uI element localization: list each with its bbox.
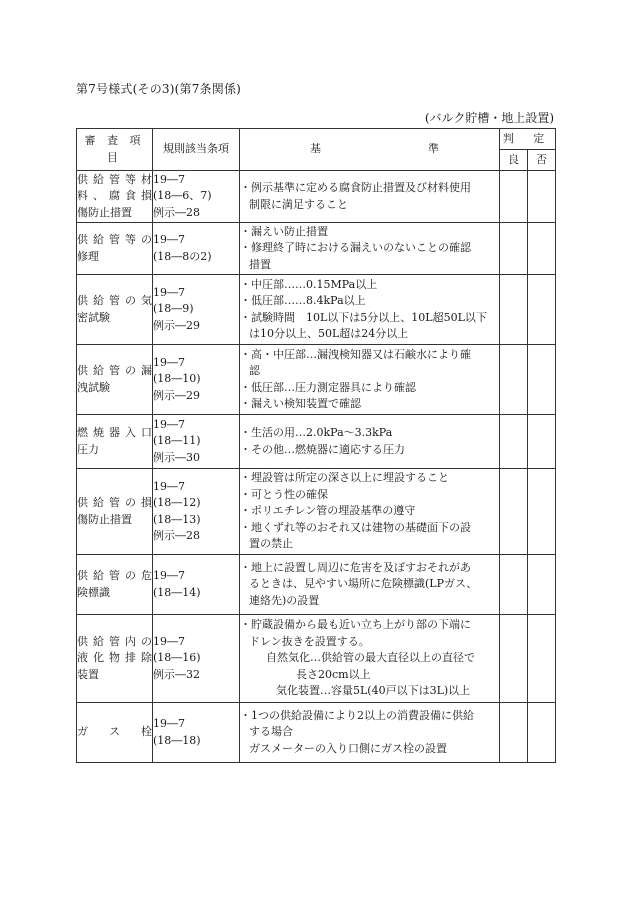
basis-line bbox=[240, 347, 499, 364]
basis-text: 長さ20cm以上 bbox=[296, 667, 371, 681]
rule-line: (18―14) bbox=[153, 585, 201, 599]
item-line: 供給管等材 bbox=[77, 172, 152, 186]
judgment-ng-cell[interactable] bbox=[528, 275, 556, 345]
basis-line bbox=[240, 470, 499, 487]
item-line: 傷防止措置 bbox=[77, 205, 132, 219]
rule-line: 19―7 bbox=[153, 355, 185, 369]
judgment-ng-cell[interactable] bbox=[528, 223, 556, 275]
item-cell bbox=[77, 703, 153, 763]
judgment-ng-cell[interactable] bbox=[528, 171, 556, 223]
basis-text: 中圧部……0.15MPa以上 bbox=[251, 277, 378, 291]
basis-line bbox=[240, 380, 499, 397]
rule-line: 19―7 bbox=[153, 479, 185, 493]
basis-line bbox=[240, 257, 499, 274]
basis-text: する場合 bbox=[249, 725, 293, 739]
basis-line bbox=[240, 667, 499, 684]
item-cell bbox=[77, 345, 153, 415]
item-cell bbox=[77, 171, 153, 223]
table-row bbox=[77, 469, 556, 555]
rule-line: 19―7 bbox=[153, 569, 185, 582]
rule-line: 例示―32 bbox=[153, 667, 200, 681]
bullet-mark: ・ bbox=[240, 708, 251, 722]
table-row bbox=[77, 223, 556, 275]
item-cell bbox=[77, 615, 153, 703]
basis-line bbox=[240, 425, 499, 442]
item-line: 傷防止措置 bbox=[77, 512, 132, 526]
rule-line: (18―6、7) bbox=[153, 189, 212, 203]
bullet-mark: ・ bbox=[240, 471, 251, 485]
header-judgment: 判 定 bbox=[500, 129, 556, 150]
basis-cell bbox=[240, 703, 500, 763]
rule-line: (18―13) bbox=[153, 512, 201, 526]
item-line: 供給管の漏 bbox=[77, 364, 152, 377]
bullet-mark: ・ bbox=[240, 504, 251, 518]
judgment-ng-cell[interactable] bbox=[528, 415, 556, 469]
item-line: 供給管の損 bbox=[77, 496, 152, 509]
bullet-mark: ・ bbox=[240, 181, 251, 194]
basis-line bbox=[240, 197, 499, 214]
item-line: 供給管の気 bbox=[77, 294, 152, 307]
basis-text: 認 bbox=[249, 364, 260, 377]
item-line: 燃焼器入口 bbox=[77, 426, 152, 439]
basis-text: 自然気化…供給管の最大直径以上の直径で bbox=[266, 651, 475, 665]
item-line: 洩試験 bbox=[77, 380, 110, 394]
basis-text: 連絡先)の設置 bbox=[249, 593, 320, 607]
judgment-ok-cell[interactable] bbox=[500, 345, 528, 415]
table-row bbox=[77, 555, 556, 615]
item-cell bbox=[77, 555, 153, 615]
item-line: 液化物排除 bbox=[77, 651, 152, 665]
basis-line bbox=[240, 536, 499, 553]
item-line: 装置 bbox=[77, 667, 99, 681]
rule-line: 19―7 bbox=[153, 417, 185, 431]
basis-text: 漏えい検知装置で確認 bbox=[251, 397, 361, 410]
basis-text: 措置 bbox=[249, 257, 271, 271]
basis-line bbox=[240, 576, 499, 593]
item-line: 険標識 bbox=[77, 585, 110, 599]
rule-line: 例示―30 bbox=[153, 450, 200, 464]
judgment-ok-cell[interactable] bbox=[500, 555, 528, 615]
rule-cell bbox=[153, 469, 240, 555]
rule-cell bbox=[153, 615, 240, 703]
basis-text: 漏えい防止措置 bbox=[251, 224, 328, 238]
bullet-mark: ・ bbox=[240, 380, 251, 394]
basis-line bbox=[240, 617, 499, 634]
inspection-table bbox=[76, 128, 556, 763]
basis-text: 気化装置…容量5L(40戸以下は3L)以上 bbox=[276, 684, 471, 698]
rule-line: (18―10) bbox=[153, 372, 201, 386]
bullet-mark: ・ bbox=[240, 347, 251, 361]
basis-cell bbox=[240, 555, 500, 615]
item-line: 圧力 bbox=[77, 442, 99, 456]
rule-line: (18―16) bbox=[153, 651, 201, 665]
judgment-ng-cell[interactable] bbox=[528, 615, 556, 703]
basis-text: 修理終了時における漏えいのないことの確認 bbox=[251, 241, 471, 255]
rule-line: 例示―28 bbox=[153, 205, 200, 219]
header-item: 審 査 項 目 bbox=[77, 129, 153, 171]
judgment-ok-cell[interactable] bbox=[500, 703, 528, 763]
bullet-mark: ・ bbox=[240, 487, 251, 501]
basis-line bbox=[240, 180, 499, 197]
basis-line bbox=[240, 724, 499, 741]
basis-cell bbox=[240, 615, 500, 703]
basis-text: 置の禁止 bbox=[249, 537, 293, 551]
table-row bbox=[77, 415, 556, 469]
rule-cell bbox=[153, 555, 240, 615]
rule-line: (18―12) bbox=[153, 496, 201, 509]
basis-line bbox=[240, 560, 499, 577]
item-line: 供給管の危 bbox=[77, 569, 152, 582]
table-body bbox=[77, 171, 556, 763]
item-cell bbox=[77, 275, 153, 345]
header-ng: 否 bbox=[528, 150, 556, 171]
basis-cell bbox=[240, 469, 500, 555]
judgment-ok-cell[interactable] bbox=[500, 223, 528, 275]
basis-line bbox=[240, 683, 499, 700]
basis-line bbox=[240, 240, 499, 257]
basis-text: ドレン抜きを設置する。 bbox=[249, 634, 370, 648]
bullet-mark: ・ bbox=[240, 618, 251, 632]
rule-cell bbox=[153, 703, 240, 763]
judgment-ok-cell[interactable] bbox=[500, 615, 528, 703]
judgment-ok-cell[interactable] bbox=[500, 415, 528, 469]
header-basis-left: 基 bbox=[310, 142, 321, 156]
rule-line: 19―7 bbox=[153, 717, 185, 730]
basis-text: 地くずれ等のおそれ又は建物の基礎面下の設 bbox=[251, 520, 471, 534]
item-line: 料、腐食損 bbox=[77, 189, 152, 203]
basis-line bbox=[240, 224, 499, 241]
rule-line: 19―7 bbox=[153, 172, 185, 186]
basis-text: 生活の用…2.0kPa～3.3kPa bbox=[251, 426, 393, 439]
rule-cell bbox=[153, 345, 240, 415]
bullet-mark: ・ bbox=[240, 560, 251, 574]
basis-line bbox=[240, 487, 499, 504]
judgment-ng-cell[interactable] bbox=[528, 703, 556, 763]
table-row bbox=[77, 171, 556, 223]
item-line: ガ ス 栓 bbox=[77, 725, 152, 739]
rule-line: 例示―29 bbox=[153, 388, 200, 402]
bullet-mark: ・ bbox=[240, 277, 251, 291]
item-line: 供給管内の bbox=[77, 634, 152, 648]
bullet-mark: ・ bbox=[240, 426, 251, 439]
judgment-ng-cell[interactable] bbox=[528, 469, 556, 555]
bullet-mark: ・ bbox=[240, 241, 251, 255]
item-line: 供給管等の bbox=[77, 233, 152, 246]
basis-line bbox=[240, 741, 499, 758]
table-row bbox=[77, 703, 556, 763]
basis-line bbox=[240, 520, 499, 537]
rule-line: 例示―28 bbox=[153, 529, 200, 542]
bullet-mark: ・ bbox=[240, 224, 251, 238]
basis-line bbox=[240, 293, 499, 310]
basis-text: ポリエチレン管の埋設基準の遵守 bbox=[251, 504, 416, 518]
rule-line: (18―11) bbox=[153, 434, 201, 448]
rule-cell bbox=[153, 275, 240, 345]
basis-text: 試験時間 10L以下は5分以上、10L超50L以下 bbox=[251, 310, 487, 324]
basis-text: 埋設管は所定の深さ以上に埋設すること bbox=[251, 471, 449, 485]
basis-line bbox=[240, 708, 499, 725]
basis-line bbox=[240, 593, 499, 610]
basis-text: ガスメーターの入り口側にガス栓の設置 bbox=[249, 741, 447, 755]
item-line: 修理 bbox=[77, 249, 99, 263]
header-rule: 規則該当条項 bbox=[153, 129, 240, 171]
table-row bbox=[77, 615, 556, 703]
bullet-mark: ・ bbox=[240, 310, 251, 324]
basis-text: 可とう性の確保 bbox=[251, 487, 328, 501]
basis-line bbox=[240, 650, 499, 667]
judgment-ok-cell[interactable] bbox=[500, 469, 528, 555]
judgment-ok-cell[interactable] bbox=[500, 171, 528, 223]
basis-text: 低圧部……8.4kPa以上 bbox=[251, 294, 366, 307]
item-cell bbox=[77, 223, 153, 275]
judgment-ng-cell[interactable] bbox=[528, 555, 556, 615]
basis-text: るときは、見やすい場所に危険標識(LPガス、 bbox=[249, 577, 478, 591]
rule-line: (18―9) bbox=[153, 302, 194, 316]
basis-text: 地上に設置し周辺に危害を及ぼすおそれがあ bbox=[251, 560, 471, 574]
rule-line: 19―7 bbox=[153, 285, 185, 299]
basis-cell bbox=[240, 415, 500, 469]
item-cell bbox=[77, 415, 153, 469]
basis-line bbox=[240, 503, 499, 520]
bullet-mark: ・ bbox=[240, 520, 251, 534]
rule-cell bbox=[153, 171, 240, 223]
basis-text: 1つの供給設備により2以上の消費設備に供給 bbox=[251, 708, 474, 722]
basis-cell bbox=[240, 345, 500, 415]
basis-line bbox=[240, 363, 499, 380]
basis-text: は10分以上、50L超は24分以上 bbox=[249, 327, 409, 340]
rule-line: (18―8の2) bbox=[153, 249, 212, 263]
rule-line: 19―7 bbox=[153, 233, 185, 246]
judgment-ng-cell[interactable] bbox=[528, 345, 556, 415]
basis-line bbox=[240, 396, 499, 413]
rule-line: 19―7 bbox=[153, 634, 185, 648]
basis-line bbox=[240, 310, 499, 327]
judgment-ok-cell[interactable] bbox=[500, 275, 528, 345]
basis-line bbox=[240, 326, 499, 343]
basis-cell bbox=[240, 223, 500, 275]
header-basis-right: 準 bbox=[428, 142, 439, 156]
basis-text: 制限に満足すること bbox=[249, 197, 348, 211]
item-cell bbox=[77, 469, 153, 555]
rule-cell bbox=[153, 415, 240, 469]
basis-text: 例示基準に定める腐食防止措置及び材料使用 bbox=[251, 181, 471, 194]
header-ok: 良 bbox=[500, 150, 528, 171]
rule-line: 例示―29 bbox=[153, 318, 200, 332]
bullet-mark: ・ bbox=[240, 294, 251, 307]
form-subtitle: (バルク貯槽・地上設置) bbox=[424, 111, 554, 125]
basis-line bbox=[240, 442, 499, 459]
rule-line: (18―18) bbox=[153, 733, 201, 747]
item-line: 密試験 bbox=[77, 310, 110, 324]
rule-cell bbox=[153, 223, 240, 275]
header-basis bbox=[240, 129, 500, 171]
basis-text: その他…燃焼器に適応する圧力 bbox=[251, 442, 405, 456]
bullet-mark: ・ bbox=[240, 442, 251, 456]
table-row bbox=[77, 275, 556, 345]
basis-cell bbox=[240, 275, 500, 345]
basis-line bbox=[240, 277, 499, 294]
basis-cell bbox=[240, 171, 500, 223]
bullet-mark: ・ bbox=[240, 397, 251, 410]
basis-line bbox=[240, 634, 499, 651]
basis-text: 貯蔵設備から最も近い立ち上がり部の下端に bbox=[251, 618, 471, 632]
basis-text: 低圧部…圧力測定器具により確認 bbox=[251, 380, 416, 394]
form-title: 第7号様式(その3)(第7条関係) bbox=[76, 82, 242, 96]
basis-text: 高・中圧部…漏洩検知器又は石鹸水により確 bbox=[251, 347, 471, 361]
table-row bbox=[77, 345, 556, 415]
